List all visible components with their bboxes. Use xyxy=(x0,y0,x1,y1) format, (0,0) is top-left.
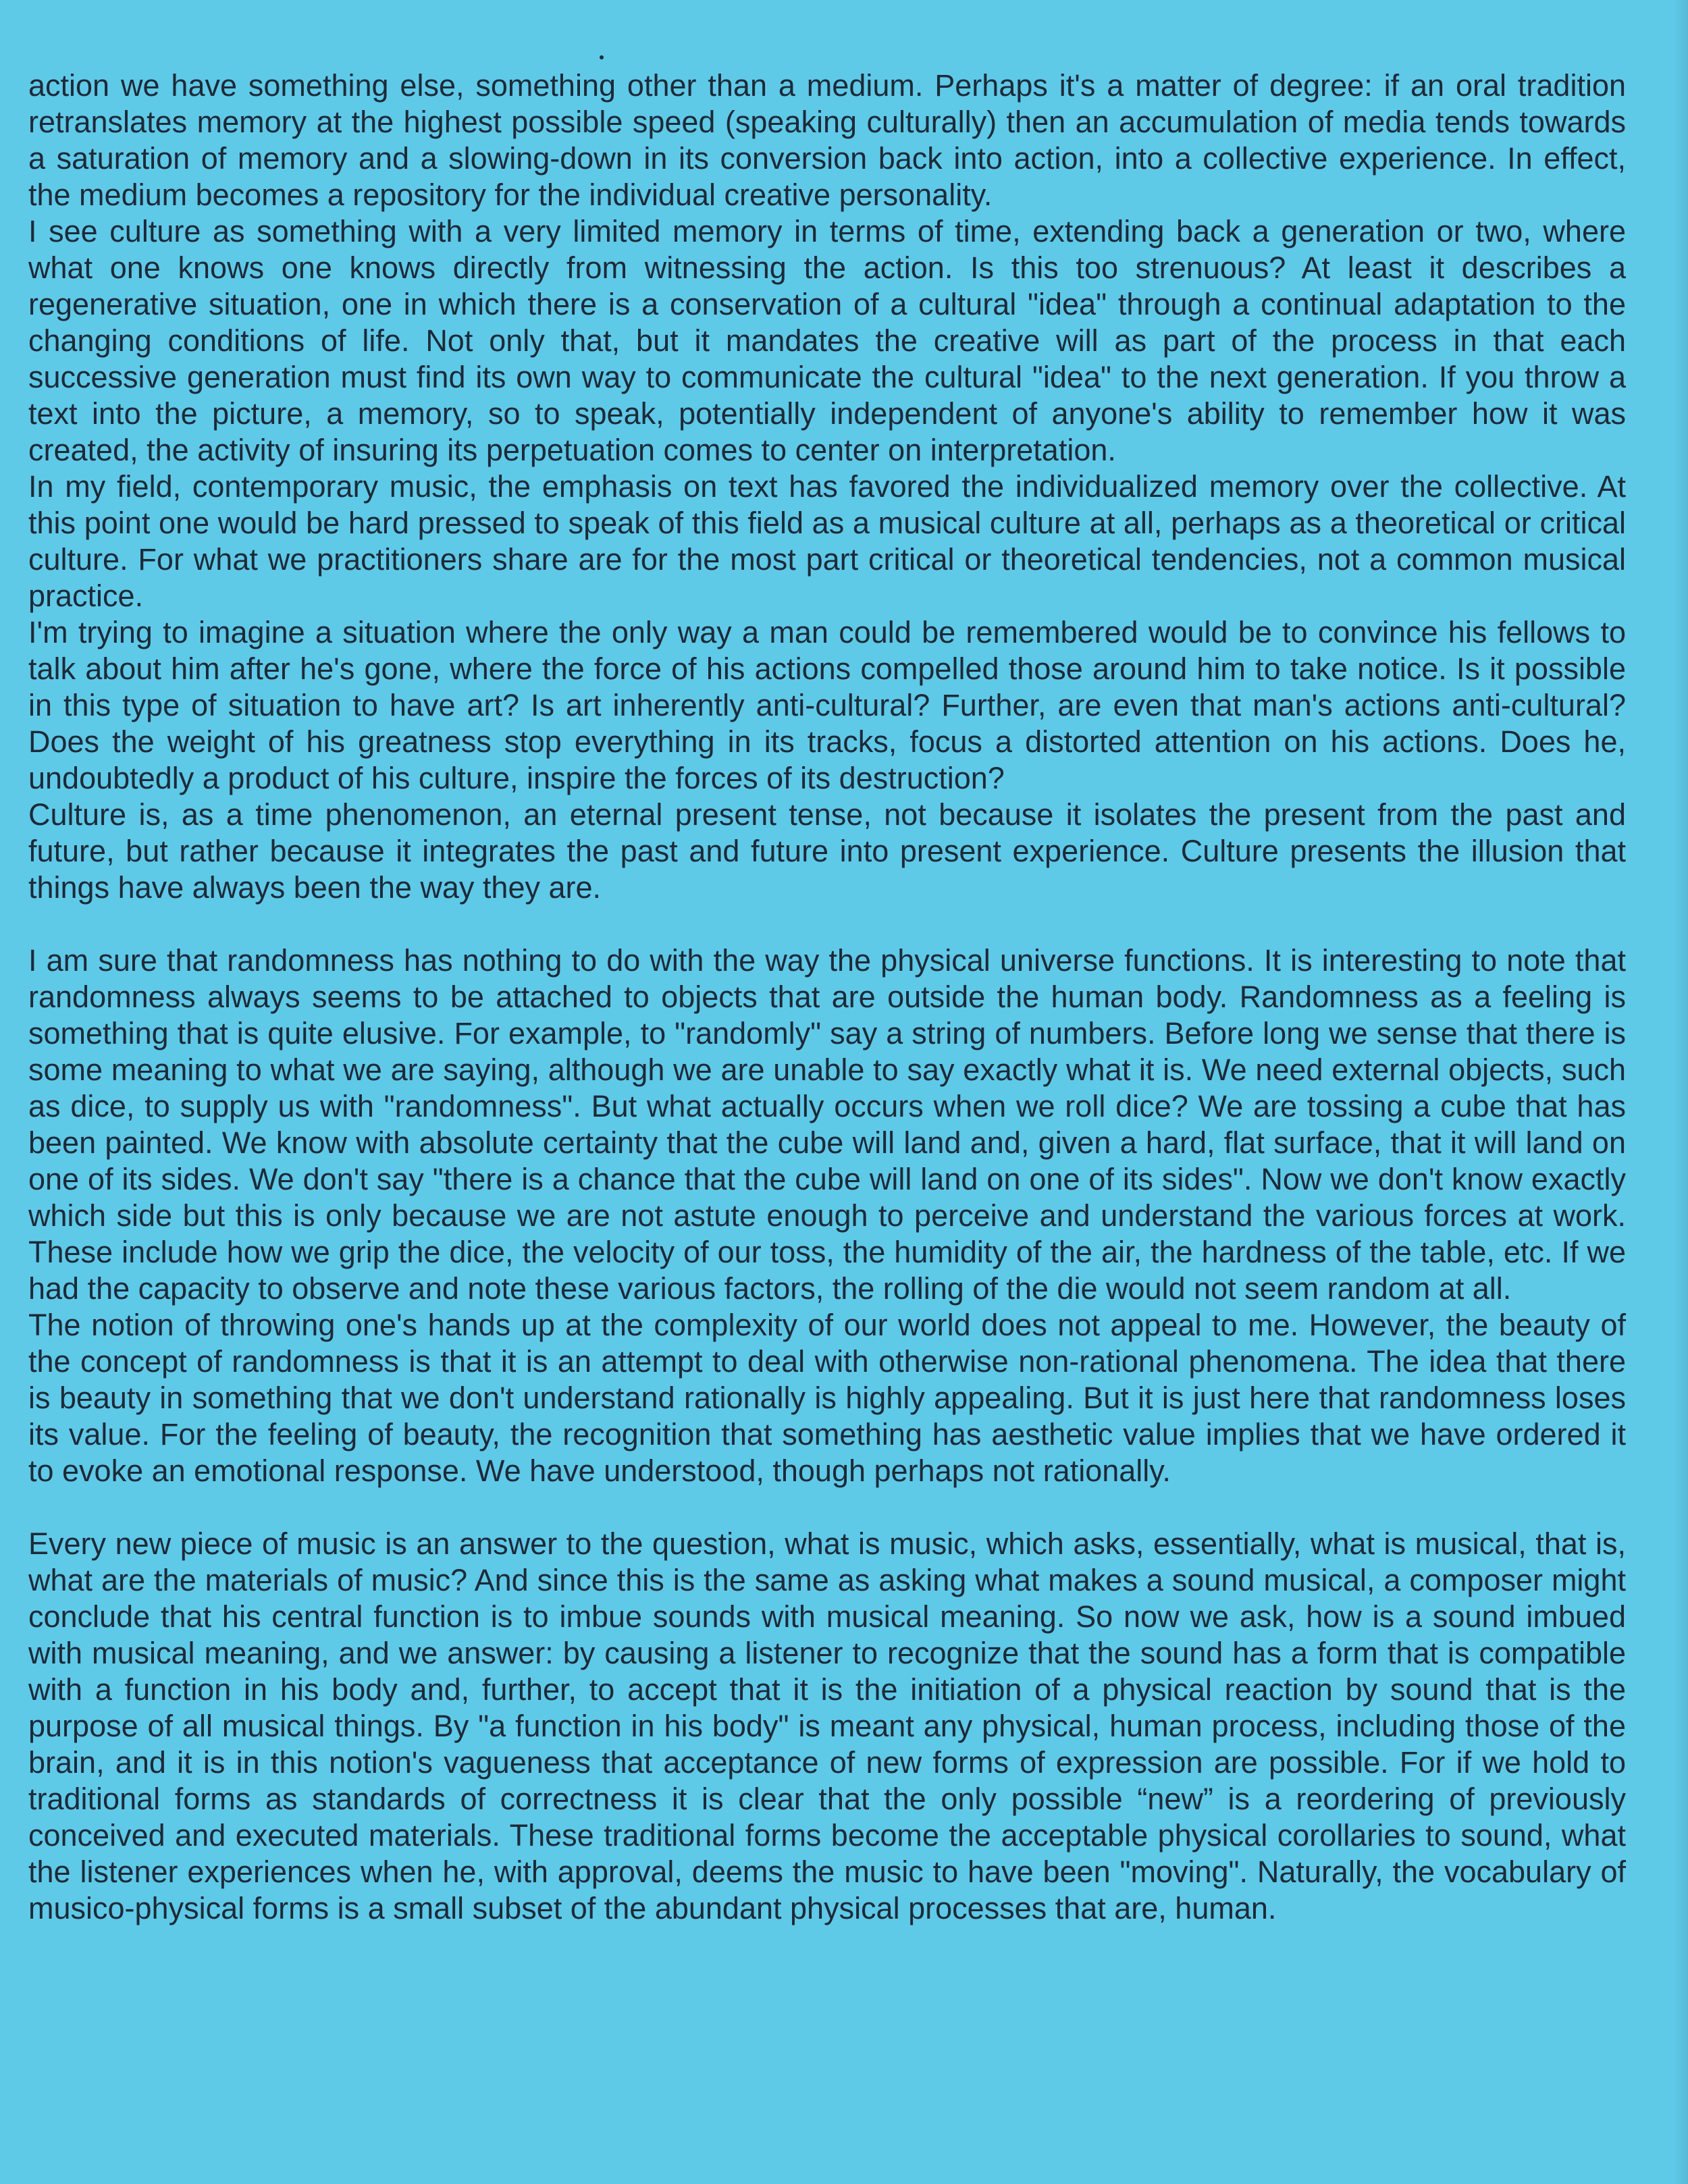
paragraph: Culture is, as a time phenomenon, an eternal present tense, not because it isolates the present from the past and future, but rather because it integrates the past and future into present experience. Culture presents the illusion that things have always been the way they are. xyxy=(28,797,1626,905)
section-music xyxy=(28,1526,1626,1927)
paragraph: I see culture as something with a very limited memory in terms of time, extending back a generation or two, where what one knows one knows directly from witnessing the action. Is this too strenuous? At least it describes a regenerative situation, one in which there is a conservation of a cultural "idea" through a continual adaptation to the changing conditions of life. Not only that, but it mandates the creative will as part of the process in that each successive generation must find its own way to communicate the cultural "idea" to the next generation. If you throw a text into the picture, a memory, so to speak, potentially independent of anyone's ability to remember how it was created, the activity of insuring its perpetuation comes to center on interpretation. xyxy=(28,214,1626,467)
paragraph: action we have something else, something other than a medium. Perhaps it's a matter of degree: if an oral tradition retranslates memory at the highest possible speed (speaking culturally) then an accumulation of media tends towards a saturation of memory and a slowing-down in its conversion back into action, into a collective experience. In effect, the medium becomes a repository for the individual creative personality. xyxy=(28,68,1626,212)
paragraph: I am sure that randomness has nothing to do with the way the physical universe functions. It is interesting to note that randomness always seems to be attached to objects that are outside the human body. Randomness as a feeling is something that is quite elusive. For example, to "randomly" say a string of numbers. Before long we sense that there is some meaning to what we are saying, although we are unable to say exactly what it is. We need external objects, such as dice, to supply us with "randomness". But what actually occurs when we roll dice? We are tossing a cube that has been painted. We know with absolute certainty that the cube will land and, given a hard, flat surface, that it will land on one of its sides. We don't say "there is a chance that the cube will land on one of its sides". Now we don't know exactly which side but this is only because we are not astute enough to perceive and understand the various forces at work. These include how we grip the dice, the velocity of our toss, the humidity of the air, the hardness of the table, etc. If we had the capacity to observe and note these various factors, the rolling of the die would not seem random at all. xyxy=(28,943,1626,1306)
paragraph: Every new piece of music is an answer to the question, what is music, which asks, essentially, what is musical, that is, what are the materials of music? And since this is the same as asking what makes a sound musical, a composer might conclude that his central function is to imbue sounds with musical meaning. So now we ask, how is a sound imbued with musical meaning, and we answer: by causing a listener to recognize that the sound has a form that is compatible with a function in his body and, further, to accept that it is the initiation of a physical reaction by sound that is the purpose of all musical things. By "a function in his body" is meant any physical, human process, including those of the brain, and it is in this notion's vagueness that acceptance of new forms of expression are possible. For if we hold to traditional forms as standards of correctness it is clear that the only possible “new” is a reordering of previously conceived and executed materials. These traditional forms become the acceptable physical corollaries to sound, what the listener experiences when he, with approval, deems the music to have been "moving". Naturally, the vocabulary of musico-physical forms is a small subset of the abundant physical processes that are, human. xyxy=(28,1526,1626,1925)
paragraph: I'm trying to imagine a situation where the only way a man could be remembered would be to convince his fellows to talk about him after he's gone, where the force of his actions compelled those around him to take notice. Is it possible in this type of situation to have art? Is art inherently anti-cultural? Further, are even that man's actions anti-cultural? Does the weight of his greatness stop everything in its tracks, focus a distorted attention on his actions. Does he, undoubtedly a product of his culture, inspire the forces of its destruction? xyxy=(28,615,1626,795)
document-body xyxy=(28,68,1626,1927)
paragraph: In my field, contemporary music, the emphasis on text has favored the individualized memory over the collective. At this point one would be hard pressed to speak of this field as a musical culture at all, perhaps as a theoretical or critical culture. For what we practitioners share are for the most part critical or theoretical tendencies, not a common musical practice. xyxy=(28,469,1626,613)
section-culture xyxy=(28,68,1626,906)
section-randomness xyxy=(28,942,1626,1489)
page-edge-shadow xyxy=(1673,0,1688,2184)
ink-speck xyxy=(600,55,604,59)
paragraph: The notion of throwing one's hands up at the complexity of our world does not appeal to me. However, the beauty of the concept of randomness is that it is an attempt to deal with otherwise non-rational phenomena. The idea that there is beauty in something that we don't understand rationally is highly appealing. But it is just here that randomness loses its value. For the feeling of beauty, the recognition that something has aesthetic value implies that we have ordered it to evoke an emotional response. We have understood, though perhaps not rationally. xyxy=(28,1308,1626,1488)
